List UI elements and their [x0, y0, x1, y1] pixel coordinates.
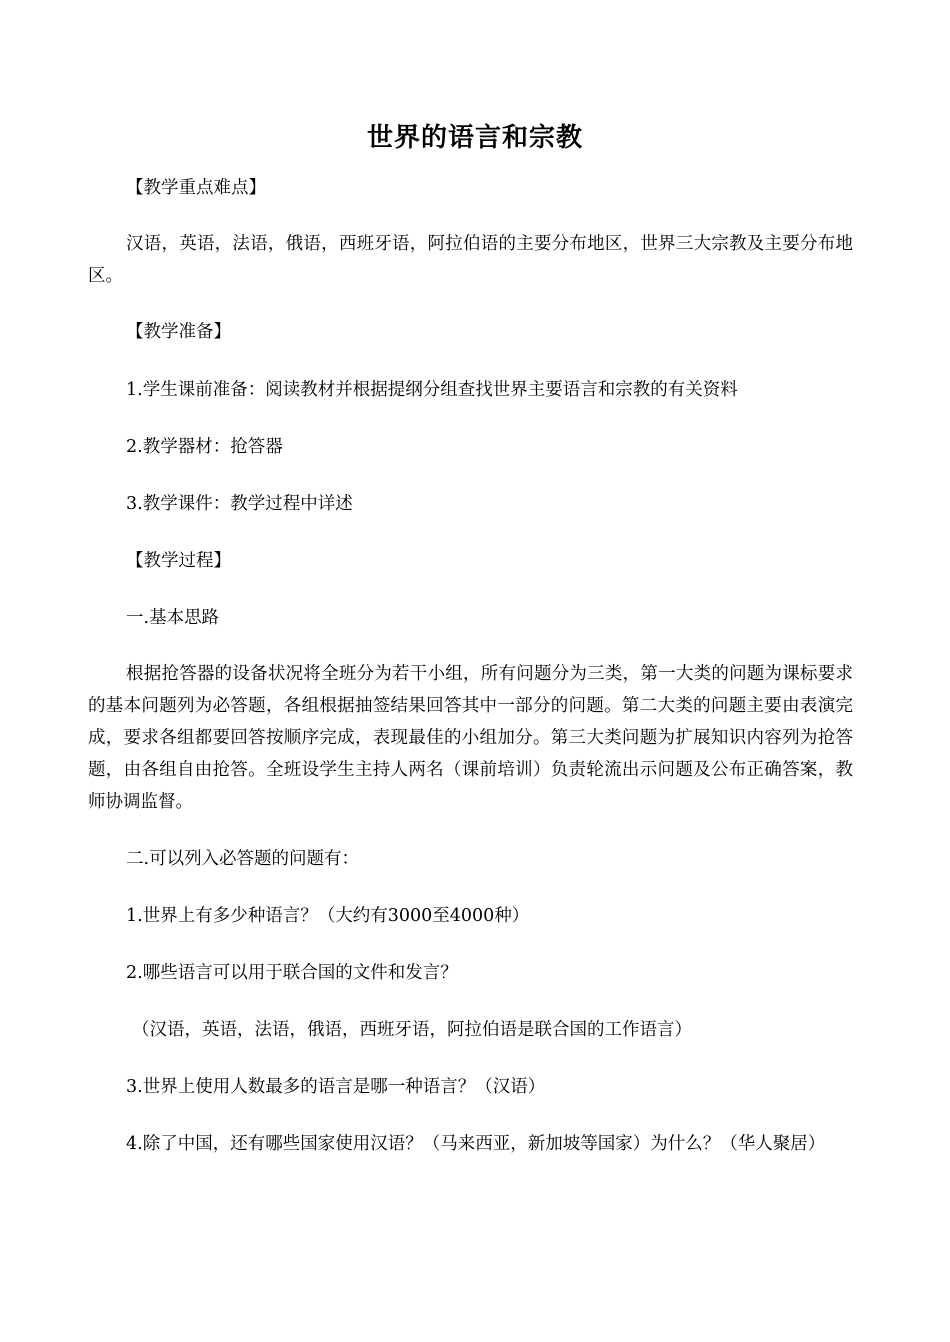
process-subheading-basic-idea: 一.基本思路: [126, 608, 220, 628]
question-3: 3.世界上使用人数最多的语言是哪一种语言？（汉语）: [126, 1077, 546, 1097]
section-heading-preparation: 【教学准备】: [126, 322, 231, 342]
question-1: 1.世界上有多少种语言？（大约有3000至4000种）: [126, 906, 530, 926]
page-title: 世界的语言和宗教: [366, 123, 583, 153]
question-2-answer: （汉语，英语，法语，俄语，西班牙语，阿拉伯语是联合国的工作语言）: [132, 1020, 692, 1040]
preparation-item-3: 3.教学课件：教学过程中详述: [126, 494, 353, 514]
basic-idea-paragraph: 根据抢答器的设备状况将全班分为若干小组，所有问题分为三类，第一大类的问题为课标要求的基本问题列为必答题，各组根据抽签结果回答其中一部分的问题。第二大类的问题主要由表演完成，要求各组都要回答按顺序完成，表现最佳的小组加分。第三大类问题为扩展知识内容列为抢答题，由各组自由抢答。全班设学生主持人两名（课前培训）负责轮流出示问题及公布正确答案，教师协调监督。: [88, 664, 853, 812]
key-points-paragraph: 汉语，英语，法语，俄语，西班牙语，阿拉伯语的主要分布地区，世界三大宗教及主要分布地区。: [88, 234, 853, 286]
section-heading-key-points: 【教学重点难点】: [126, 178, 266, 198]
process-subheading-required-questions: 二.可以列入必答题的问题有：: [126, 849, 360, 869]
question-2: 2.哪些语言可以用于联合国的文件和发言？: [126, 963, 458, 983]
question-4: 4.除了中国，还有哪些国家使用汉语？（马来西亚，新加坡等国家）为什么？（华人聚居）: [126, 1134, 826, 1154]
preparation-item-1: 1.学生课前准备：阅读教材并根据提纲分组查找世界主要语言和宗教的有关资料: [126, 380, 738, 400]
preparation-item-2: 2.教学器材：抢答器: [126, 437, 283, 457]
section-heading-process: 【教学过程】: [126, 551, 231, 571]
